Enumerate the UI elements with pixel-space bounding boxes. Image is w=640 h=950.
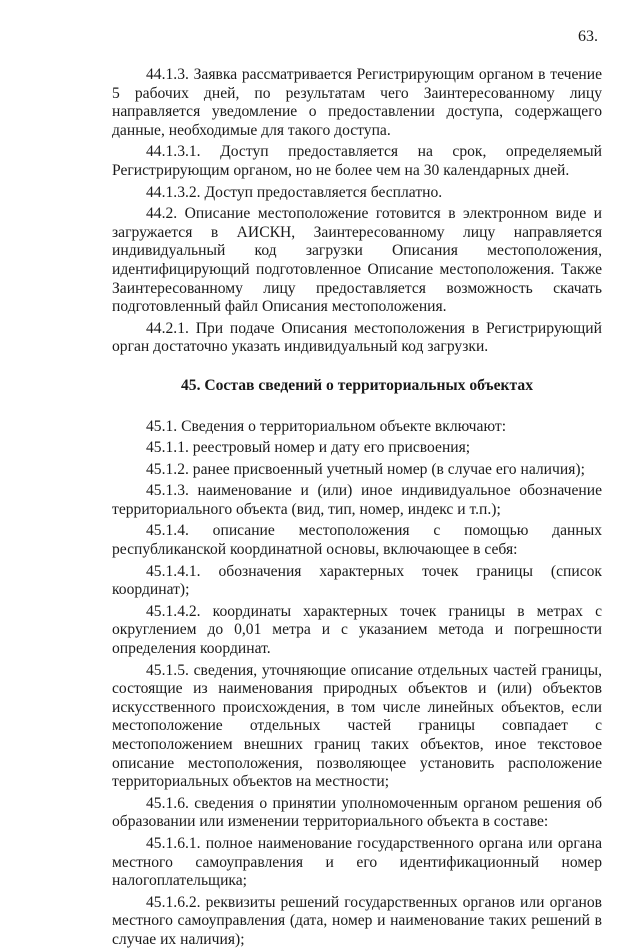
paragraph-45-1-6-2: 45.1.6.2. реквизиты решений государственных органов или органов местного самоуправления (дата, номер и наименование таких решений в случае их наличия);: [112, 893, 602, 948]
document-body: [112, 66, 602, 950]
section-heading: 45. Состав сведений о территориальных объектах: [180, 376, 533, 394]
paragraph-45-1-2: 45.1.2. ранее присвоенный учетный номер (в случае его наличия);: [146, 460, 585, 478]
paragraph-44-2: 44.2. Описание местоположение готовится в электронном виде и загружается в АИСКН, Заинтересованному лицу направляется индивидуальный код загрузки Описания местоположения, идентифицирующий подготовленное Описание местоположения. Также Заинтересованному лицу предоставляется возможность скачать подготовленный файл Описания местоположения.: [112, 205, 602, 316]
paragraph-45-1: 45.1. Сведения о территориальном объекте включают:: [146, 417, 507, 435]
paragraph-44-1-3-2: 44.1.3.2. Доступ предоставляется бесплатно.: [146, 183, 443, 201]
paragraph-45-1-6: 45.1.6. сведения о принятии уполномоченным органом решения об образовании или изменении территориального объекта в составе:: [112, 794, 602, 831]
paragraph-45-1-6-1: 45.1.6.1. полное наименование государственного органа или органа местного самоуправления и его идентификационный номер налогоплательщика;: [112, 834, 602, 890]
paragraph-45-1-4: 45.1.4. описание местоположения с помощью данных республиканской координатной основы, включающее в себя:: [112, 522, 602, 559]
page-number: 63.: [578, 28, 598, 45]
paragraph-45-1-4-2: 45.1.4.2. координаты характерных точек границы в метрах с округлением до 0,01 метра и с указанием метода и погрешности определения координат.: [112, 602, 602, 658]
paragraph-45-1-5: 45.1.5. сведения, уточняющие описание отдельных частей границы, состоящие из наименования природных объектов и (или) объектов искусственного происхождения, в том числе линейных объектов, если местоположение отдельных частей границы совпадает с местоположением внешних границ таких объектов, иное текстовое описание местоположения, позволяющее установить расположение территориальных объектов на местности;: [112, 661, 602, 791]
paragraph-45-1-3: 45.1.3. наименование и (или) иное индивидуальное обозначение территориального объекта (вид, тип, номер, индекс и т.п.);: [112, 482, 602, 518]
paragraph-45-1-4-1: 45.1.4.1. обозначения характерных точек границы (список координат);: [112, 562, 602, 599]
paragraph-44-1-3-1: 44.1.3.1. Доступ предоставляется на срок, определяемый Регистрирующим органом, но не более чем на 30 календарных дней.: [112, 143, 602, 179]
paragraph-45-1-1: 45.1.1. реестровый номер и дату его присвоения;: [146, 439, 471, 457]
paragraph-44-2-1: 44.2.1. При подаче Описания местоположения в Регистрирующий орган достаточно указать индивидуальный код загрузки.: [112, 319, 602, 356]
paragraph-44-1-3: 44.1.3. Заявка рассматривается Регистрирующим органом в течение 5 рабочих дней, по результатам чего Заинтересованному лицу направляется уведомление о предоставлении доступа, содержащего данные, необходимые для такого доступа.: [112, 66, 602, 139]
